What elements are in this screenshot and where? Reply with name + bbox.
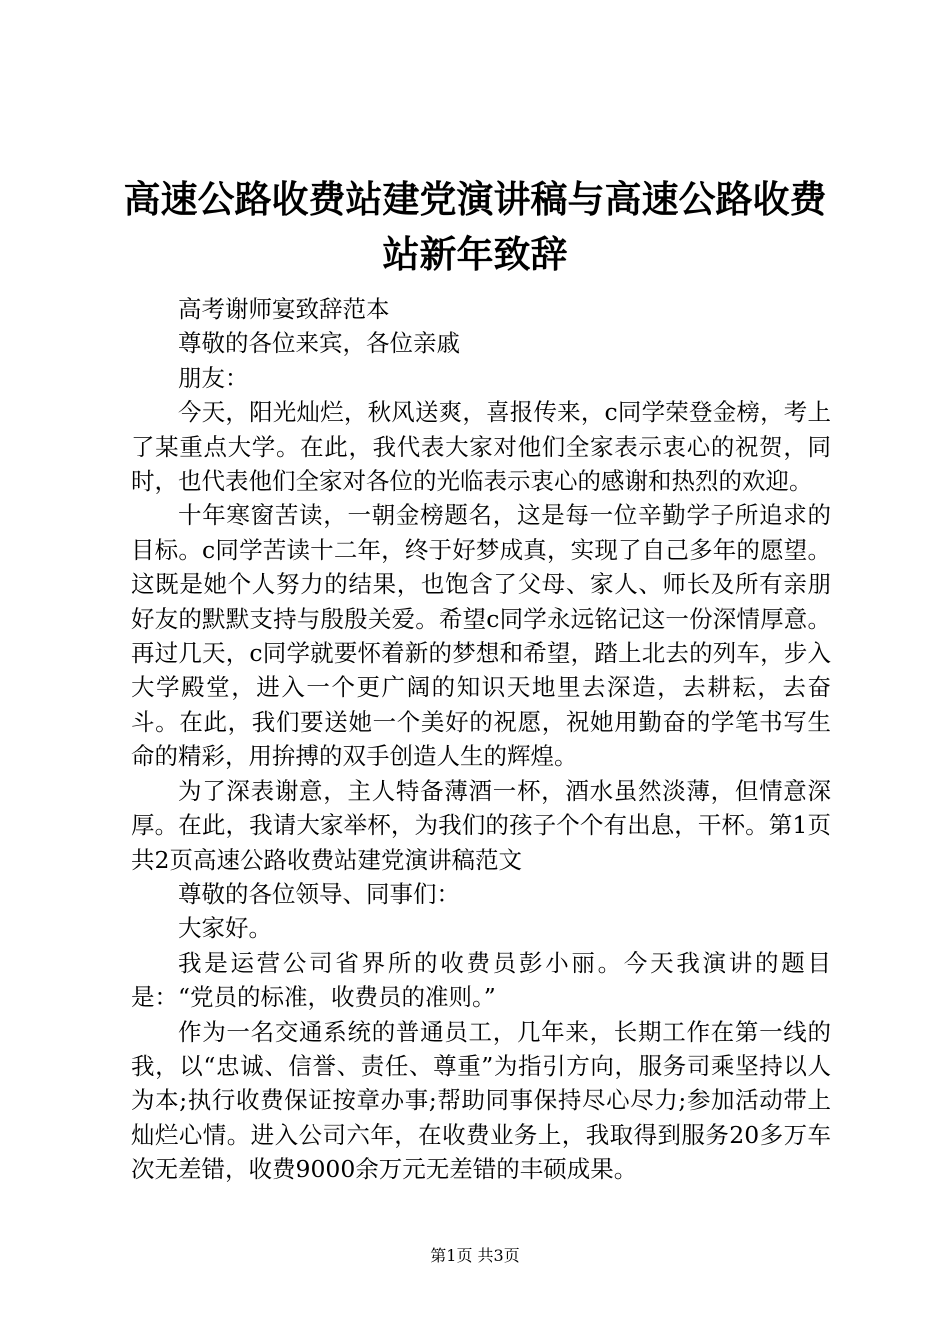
page-footer: 第1页 共3页 [430,1246,520,1265]
paragraph: 我是运营公司省界所的收费员彭小丽。今天我演讲的题目是：“党员的标准，收费员的准则。” [131,948,831,1012]
paragraph: 今天，阳光灿烂，秋风送爽，喜报传来，c同学荣登金榜，考上了某重点大学。在此，我代表大家对他们全家表示衷心的祝贺，同时，也代表他们全家对各位的光临表示衷心的感谢和热烈的欢迎。 [131,398,831,496]
document-body [131,292,831,1187]
paragraph: 作为一名交通系统的普通员工，几年来，长期工作在第一线的我，以“忠诚、信誉、责任、尊重”为指引方向，服务司乘坚持以人为本;执行收费保证按章办事;帮助同事保持尽心尽力;参加活动带上灿烂心情。进入公司六年，在收费业务上，我取得到服务20多万车次无差错，收费9000余万元无差错的丰硕成果。 [131,1017,831,1184]
paragraph: 高考谢师宴致辞范本 [178,295,390,323]
paragraph: 朋友： [178,363,249,392]
paragraph: 尊敬的各位领导、同事们： [178,879,460,908]
paragraph: 十年寒窗苦读，一朝金榜题名，这是每一位辛勤学子所追求的目标。c同学苦读十二年，终于好梦成真，实现了自己多年的愿望。这既是她个人努力的结果，也饱含了父母、家人、师长及所有亲朋好友的默默支持与殷殷关爱。希望c同学永远铭记这一份深情厚意。再过几天，c同学就要怀着新的梦想和希望，踏上北去的列车，步入大学殿堂，进入一个更广阔的知识天地里去深造，去耕耘，去奋斗。在此，我们要送她一个美好的祝愿，祝她用勤奋的学笔书写生命的精彩，用拚搏的双手创造人生的辉煌。 [131,501,831,771]
document-title: 高速公路收费站建党演讲稿与高速公路收费站新年致辞 [123,177,827,276]
paragraph: 尊敬的各位来宾，各位亲戚 [178,329,460,358]
paragraph: 为了深表谢意，主人特备薄酒一杯，酒水虽然淡薄，但情意深厚。在此，我请大家举杯，为我们的孩子个个有出息，干杯。第1页共2页高速公路收费站建党演讲稿范文 [131,776,831,874]
paragraph: 大家好。 [178,914,272,943]
